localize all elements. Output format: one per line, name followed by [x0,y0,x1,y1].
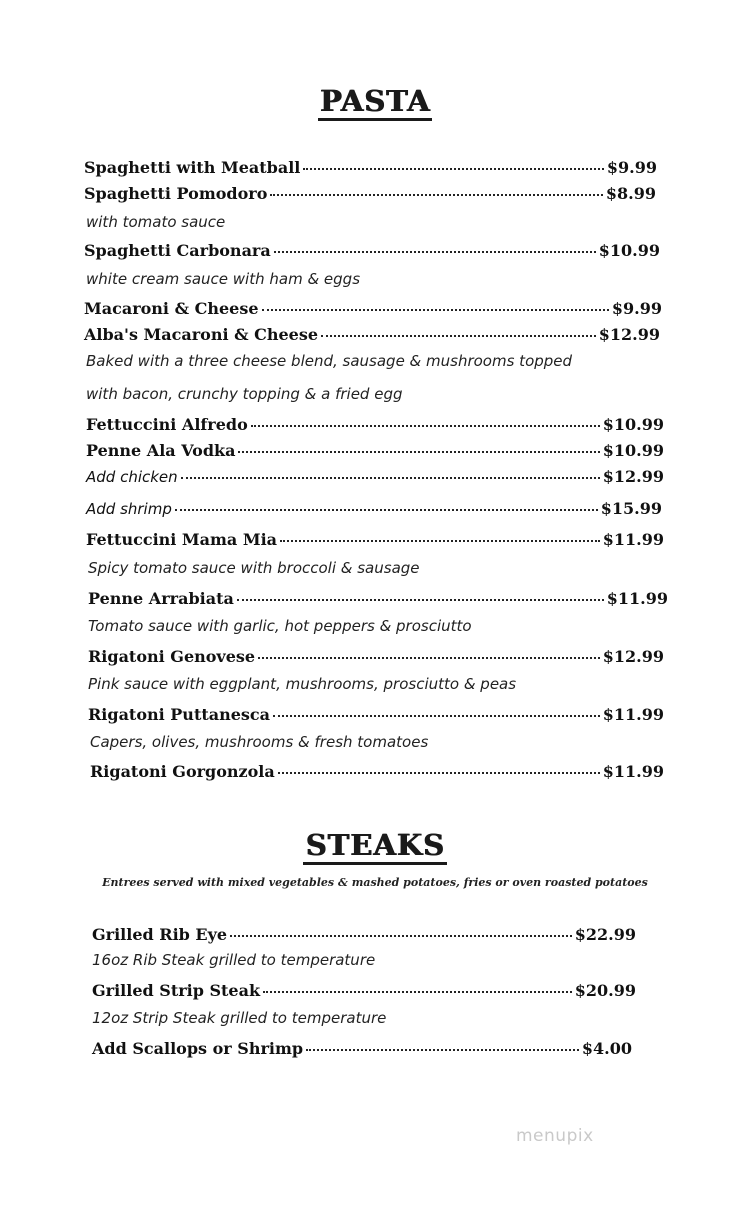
menu-item: Grilled Rib Eye $22.99 [92,925,636,944]
menu-item: Grilled Strip Steak $20.99 [92,981,636,1000]
menu-item: Add Scallops or Shrimp $4.00 [92,1039,632,1058]
item-description: Baked with a three cheese blend, sausage & mushrooms topped [86,352,573,370]
steaks-heading: STEAKS [0,828,750,862]
menu-item: Spaghetti with Meatball $9.99 [84,158,657,177]
menupix-watermark: menupix [516,1126,594,1146]
steaks-note: Entrees served with mixed vegetables & mashed potatoes, fries or oven roasted potatoes [102,876,648,889]
menu-item: Rigatoni Puttanesca $11.99 [88,705,664,724]
item-description: Capers, olives, mushrooms & fresh tomatoes [90,733,429,751]
item-description: with tomato sauce [86,213,226,231]
menu-item: Fettuccini Mama Mia $11.99 [86,530,664,549]
item-description: Pink sauce with eggplant, mushrooms, prosciutto & peas [88,675,517,693]
menu-item: Rigatoni Genovese $12.99 [88,647,664,666]
menu-item: Alba's Macaroni & Cheese $12.99 [84,325,660,344]
menu-item: Rigatoni Gorgonzola $11.99 [90,762,664,781]
item-description: with bacon, crunchy topping & a fried egg [86,385,403,403]
item-description: Tomato sauce with garlic, hot peppers & prosciutto [88,617,472,635]
menu-item: Penne Arrabiata $11.99 [88,589,668,608]
menu-item: Add chicken $12.99 [86,467,664,486]
menu-item: Penne Ala Vodka $10.99 [86,441,664,460]
pasta-heading: PASTA [0,84,750,118]
menu-item: Add shrimp $15.99 [86,499,662,518]
menu-item: Spaghetti Pomodoro $8.99 [84,184,656,203]
item-description: Spicy tomato sauce with broccoli & sausage [88,559,420,577]
menu-item: Macaroni & Cheese $9.99 [84,299,662,318]
menu-item: Fettuccini Alfredo $10.99 [86,415,664,434]
item-description: white cream sauce with ham & eggs [86,270,361,288]
item-description: 12oz Strip Steak grilled to temperature [92,1009,387,1027]
menu-item: Spaghetti Carbonara $10.99 [84,241,660,260]
item-description: 16oz Rib Steak grilled to temperature [92,951,376,969]
